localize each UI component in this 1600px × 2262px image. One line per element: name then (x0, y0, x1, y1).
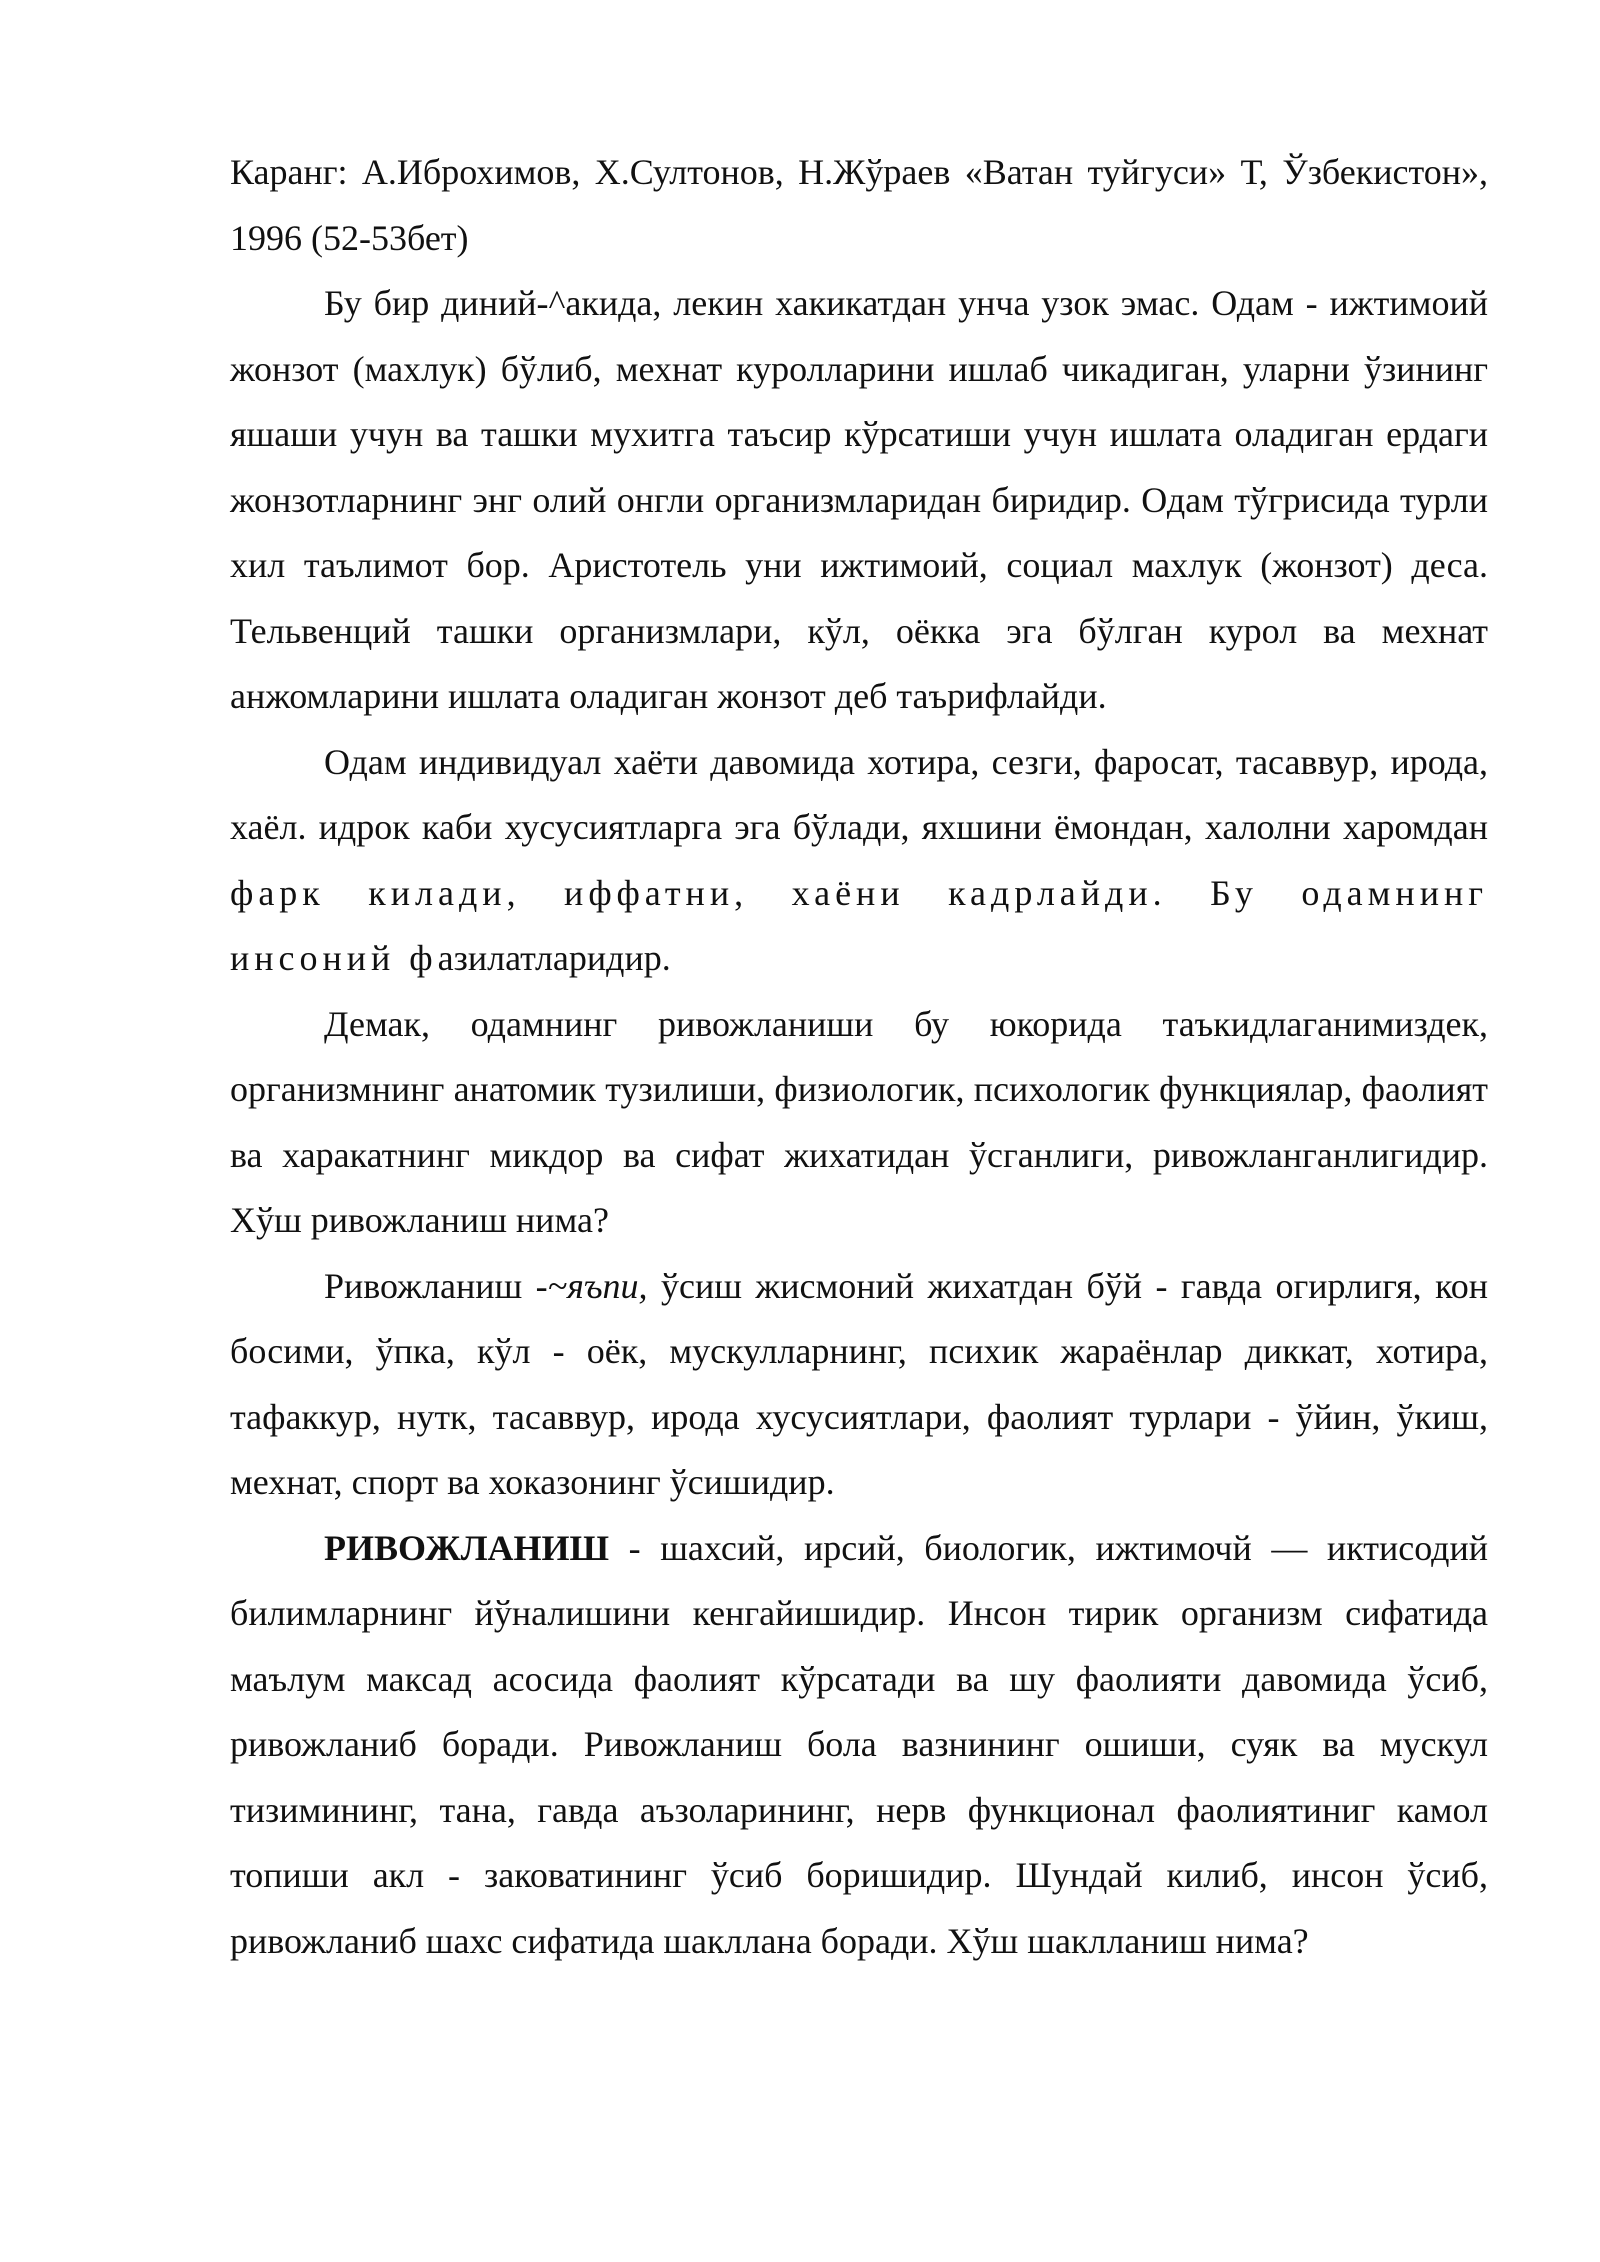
paragraph-5 (230, 1516, 1488, 1975)
paragraph-5-text: - шахсий, ирсий, биологик, ижтимочй — иктисодий билимларнинг йўналишини кенгайишидир. Инсон тирик организм сифатида маълум максад асосида фаолият кўрсатади ва шу фаолияти давомида ўсиб, ривожланиб боради. Ривожланиш бола вазнининг ошиши, суяк ва мускул тизимининг, тана, гавда аъзоларининг, нерв функционал фаолиятиниг камол топиши акл - заковатининг ўсиб боришидир. Шундай килиб, инсон ўсиб, ривожланиб шахс сифатида шакллана боради. Хўш шаклланиш нима? (230, 1527, 1488, 1961)
paragraph-1: Бу бир диний-^акида, лекин хакикатдан унча узок эмас. Одам - ижтимоий жонзот (махлук) бўлиб, мехнат куролларини ишлаб чикадиган, уларни ўзининг яшаши учун ва ташки мухитга таъсир кўрсатиши учун ишлата оладиган ердаги жонзотларнинг энг олий онгли организмларидан биридир. Одам тўгрисида турли хил таълимот бор. Аристотель уни ижтимоий, социал махлук (жонзот) деса. Тельвенций ташки организмлари, кўл, оёкка эга бўлган курол ва мехнат анжомларини ишлата оладиган жонзот деб таърифлайди. (230, 283, 1488, 716)
paragraph-2-text-a: Одам индивидуал хаёти давомида хотира, сезги, фаросат, тасаввур, ирода, хаёл. идрок каби хусусиятларга эга бўлади, яхшини ёмондан, халолни харомдан (230, 741, 1488, 847)
paragraph-5-term: РИВОЖЛАНИШ (324, 1527, 610, 1568)
paragraph-3: Демак, одамнинг ривожланиши бу юкорида таъкидлаганимиздек, организмнинг анатомик тузилиши, физиологик, психологик функциялар, фаолият ва харакатнинг микдор ва сифат жихатидан ўсганлиги, ривожланганлигидир. Хўш ривожланиш нима? (230, 1003, 1488, 1240)
paragraph-4-text-c: ўсиш жисмоний жихатдан бўй - гавда огирлигя, кон босими, ўпка, кўл - оёк, мускулларнинг, психик жараёнлар диккат, хотира, тафаккур, нутк, тасаввур, ирода хусусиятлари, фаолият турлари - ўйин, ўкиш, мехнат, спорт ва хоказонинг ўсишидир. (230, 1265, 1489, 1502)
reference-line: Каранг: А.Иброхимов, Х.Султонов, Н.Жўраев «Ватан туйгуси» Т, Ўзбекистон», 1996 (52-53бет) (230, 152, 1488, 258)
paragraph-2-text-c: азилатларидир. (437, 938, 671, 978)
paragraph-4-text-a: Ривожланиш (324, 1265, 523, 1306)
paragraph-4-italic: -~яъпи, (535, 1265, 648, 1306)
paragraph-2-text-spaced: фарк килади, иффатни, хаёни кадрлайди. Бу одамнинг инсоний ф (230, 872, 1488, 978)
paragraph-4 (230, 1254, 1488, 1516)
paragraph-2 (230, 730, 1488, 992)
document-page (230, 140, 1488, 1974)
